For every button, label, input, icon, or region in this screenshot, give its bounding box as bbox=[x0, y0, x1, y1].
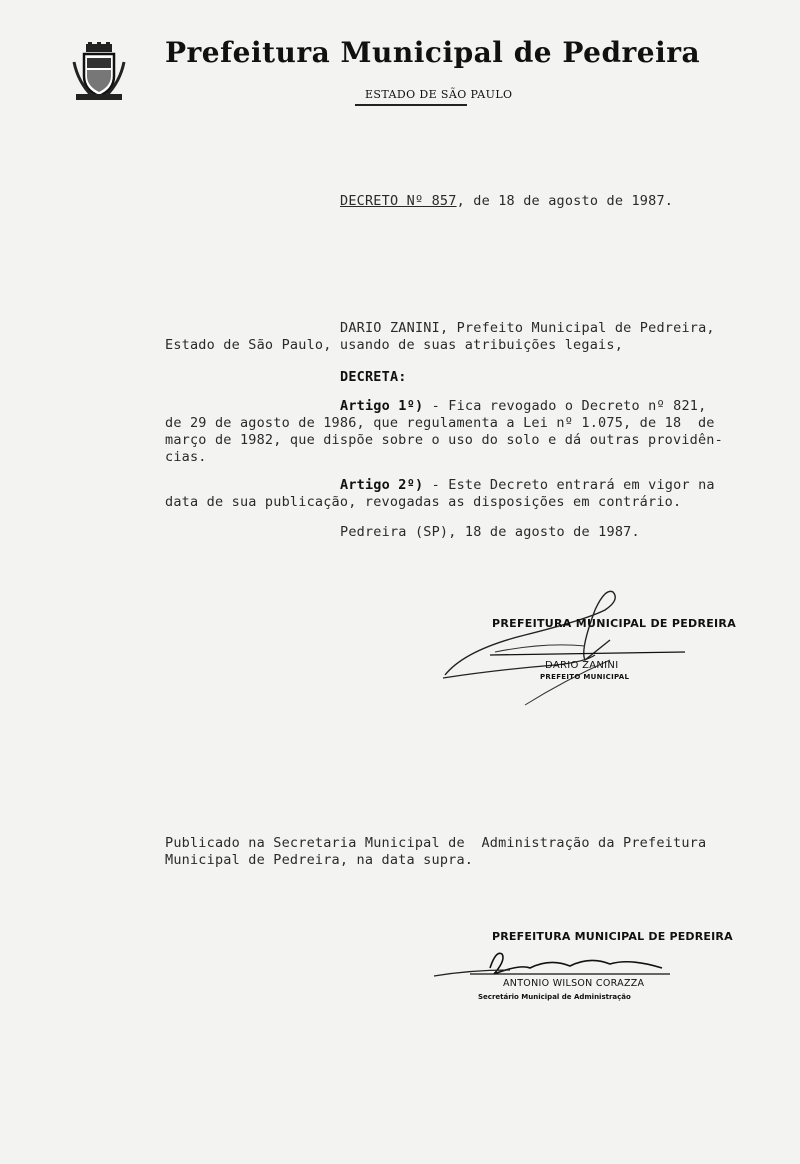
article-2-line: data de sua publicação, revogadas as disposições em contrário. bbox=[165, 494, 682, 510]
secretary-stamp-name: ANTONIO WILSON CORAZZA bbox=[503, 978, 645, 989]
preamble-line-1 bbox=[340, 320, 715, 337]
article-1-line: de 29 de agosto de 1986, que regulamenta a Lei nº 1.075, de 18 de bbox=[165, 415, 715, 431]
article-2-label: Artigo 2º) bbox=[340, 477, 424, 493]
mayor-stamp-header: PREFEITURA MUNICIPAL DE PEDREIRA bbox=[492, 617, 737, 630]
preamble-line-1-rest: , Prefeito Municipal de Pedreira, bbox=[439, 320, 715, 336]
article-1-first-line bbox=[340, 398, 706, 415]
article-1-label: Artigo 1º) bbox=[340, 398, 424, 414]
decree-heading bbox=[340, 193, 673, 210]
mayor-signature-icon bbox=[435, 580, 705, 710]
decree-number: DECRETO Nº 857 bbox=[340, 193, 457, 209]
letterhead-underline bbox=[355, 104, 467, 106]
article-2-first-line bbox=[340, 477, 715, 494]
decreta-heading: DECRETA: bbox=[340, 369, 407, 385]
preamble-line-2: Estado de São Paulo, usando de suas atribuições legais, bbox=[165, 337, 624, 353]
article-1-line: março de 1982, que dispõe sobre o uso do solo e dá outras providên- bbox=[165, 432, 723, 448]
article-2-first-line-text: - Este Decreto entrará em vigor na bbox=[423, 477, 715, 493]
mayor-stamp-name: DARIO ZANINI bbox=[545, 660, 619, 671]
publication-line-1: Publicado na Secretaria Municipal de Administração da Prefeitura bbox=[165, 835, 707, 851]
letterhead-title: Prefeitura Municipal de Pedreira bbox=[165, 36, 701, 69]
article-1-first-line-text: - Fica revogado o Decreto nº 821, bbox=[423, 398, 707, 414]
publication-line-2: Municipal de Pedreira, na data supra. bbox=[165, 852, 474, 868]
municipal-coat-of-arms-icon bbox=[70, 42, 128, 102]
letterhead-state: ESTADO DE SÃO PAULO bbox=[365, 88, 513, 101]
secretary-stamp-role: Secretário Municipal de Administração bbox=[478, 993, 631, 1001]
decree-date: , de 18 de agosto de 1987. bbox=[456, 193, 674, 209]
mayor-stamp-role: PREFEITO MUNICIPAL bbox=[540, 673, 630, 681]
place-date: Pedreira (SP), 18 de agosto de 1987. bbox=[340, 524, 640, 540]
mayor-name: DARIO ZANINI bbox=[340, 320, 440, 336]
article-1-line: cias. bbox=[165, 449, 207, 465]
secretary-stamp-header: PREFEITURA MUNICIPAL DE PEDREIRA bbox=[492, 930, 733, 943]
